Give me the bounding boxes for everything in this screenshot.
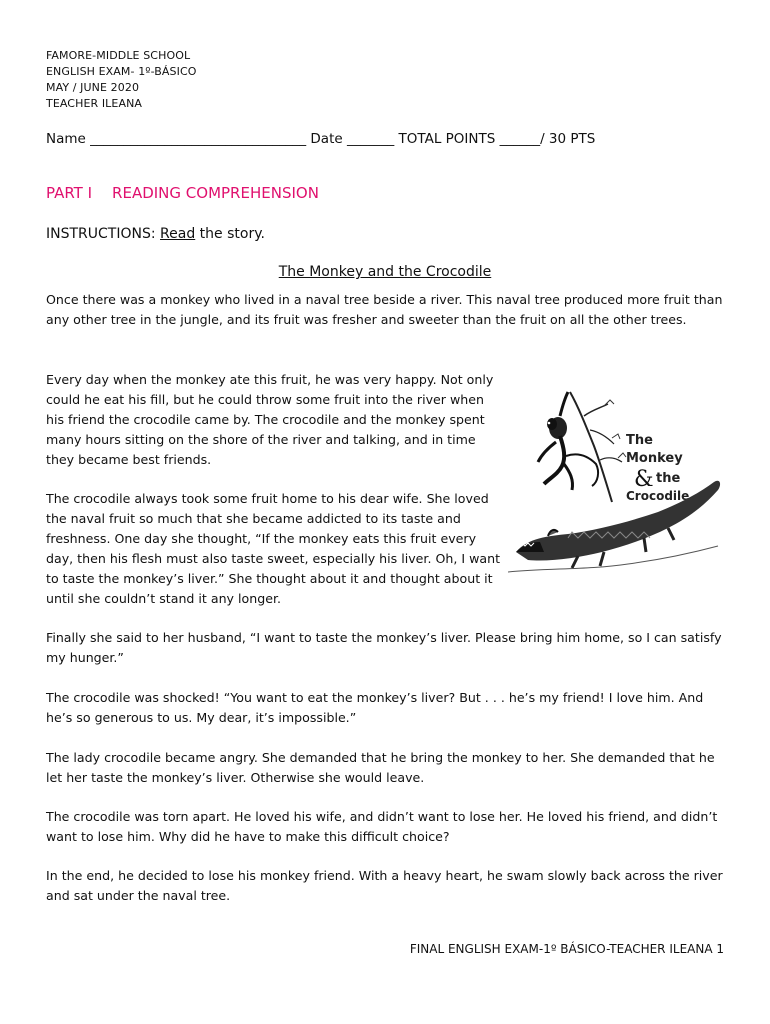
exam-header [46,48,197,112]
exam-name: ENGLISH EXAM- 1º-BÁSICO [46,65,197,78]
name-date-points-line: Name ________________________________ Date _______ TOTAL POINTS ______/ 30 PTS [46,131,596,147]
illustration-title-line2: Monkey [626,451,683,466]
instructions-prefix: INSTRUCTIONS: [46,226,161,242]
illustration-title-line1: The [626,433,653,448]
illustration-title-line3: the [656,471,681,486]
story-paragraph: The crocodile was torn apart. He loved his wife, and didn’t want to lose her. He loved his friend, and didn’t want to lose him. Why did he have to make this difficult choice? [46,809,718,844]
story-paragraph: Finally she said to her husband, “I want to taste the monkey’s liver. Please bring him home, so I can satisfy my hunger.” [46,630,722,665]
exam-date: MAY / JUNE 2020 [46,81,140,94]
story-paragraph: In the end, he decided to lose his monkey friend. With a heavy heart, he swam slowly back across the river and sat under the naval tree. [46,868,723,903]
story-paragraph: The crocodile always took some fruit home to his dear wife. She loved the naval fruit so much that she became addicted to its taste and freshness. One day she thought, “If the monkey eats this fruit every day, then his flesh must also taste sweet, especially his liver. Oh, I want to taste the monkey’s liver.” She thought about it and thought about it until she couldn’t stand it any longer. [46,491,501,606]
instructions [46,226,265,242]
story-paragraph: The lady crocodile became angry. She demanded that he bring the monkey to her. She demanded that he let her taste the monkey’s liver. Otherwise she would leave. [46,750,715,785]
school-name: FAMORE-MIDDLE SCHOOL [46,49,191,62]
story-paragraph: The crocodile was shocked! “You want to eat the monkey’s liver? But . . . he’s my friend! I love him. And he’s so generous to us. My dear, it’s impossible.” [46,690,704,725]
page-footer: FINAL ENGLISH EXAM-1º BÁSICO-TEACHER ILEANA 1 [409,942,724,956]
illustration-title-line4: Crocodile [626,489,690,503]
part-title: READING COMPREHENSION [112,184,319,202]
story-title: The Monkey and the Crocodile [278,264,492,280]
story-paragraph: Once there was a monkey who lived in a naval tree beside a river. This naval tree produced more fruit than any other tree in the jungle, and its fruit was fresher and sweeter than the fruit on all the other trees. [46,292,723,327]
part-heading [46,184,319,202]
illustration-ampersand: & [634,467,654,492]
part-number: PART I [46,184,93,202]
story-paragraph: Every day when the monkey ate this fruit, he was very happy. Not only could he eat his fill, but he could throw some fruit into the river when his friend the crocodile came by. The crocodile and the monkey spent many hours sitting on the shore of the river and talking, and in time they became best friends. [46,372,494,467]
teacher-name: TEACHER ILEANA [46,97,143,110]
instructions-verb: Read [160,226,196,242]
instructions-suffix: the story. [195,226,265,242]
monkey-crocodile-illustration [508,386,730,586]
